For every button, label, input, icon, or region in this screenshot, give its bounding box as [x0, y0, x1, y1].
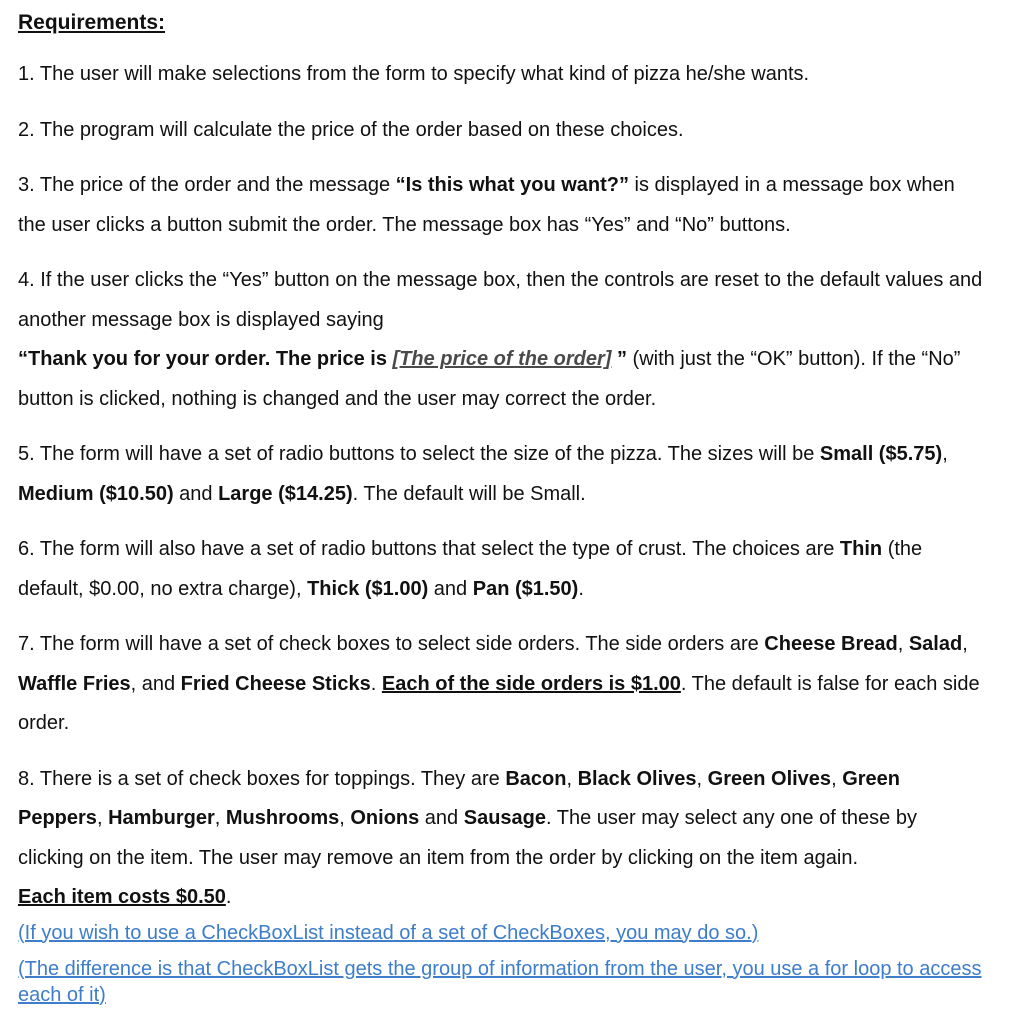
requirement-1: 1. The user will make selections from the form to specify what kind of pizza he/she wants.: [18, 63, 810, 85]
crust-thin: Thin: [839, 538, 883, 560]
r7-text-k: . The default is false for each side order.: [18, 672, 980, 734]
checkboxlist-link[interactable]: (If you wish to use a CheckBoxList instead of a set of CheckBoxes, you may do so.): [18, 921, 759, 944]
link-line-1: [18, 920, 988, 946]
requirement-7: [18, 625, 988, 744]
r8-text-k: ,: [214, 807, 226, 829]
r8-text-i: ,: [96, 807, 109, 829]
r7-text-g: , and: [130, 672, 181, 695]
r8-text-s: .: [225, 886, 232, 908]
r7-text-i: .: [370, 672, 382, 695]
checkboxlist-difference-link[interactable]: (The difference is that CheckBoxList gets the group of information from the user, you use a for loop to access each of it): [18, 957, 982, 1006]
r7-text-c: ,: [897, 633, 909, 655]
r8-text-q: . The user may select any one of these by clicking on the item. The user may remove an item from the order by clicking on the item again.: [18, 807, 917, 869]
side-waffle-fries: Waffle Fries: [18, 672, 131, 695]
r3-text-c: is displayed in a message box when the user clicks a button submit the order. The message box has “Yes” and “No” buttons.: [18, 174, 955, 236]
r8-text-e: ,: [696, 767, 708, 790]
r5-text-e: and: [173, 482, 219, 505]
r4-close-quote: ”: [611, 348, 627, 370]
link-line-2: [18, 956, 988, 1008]
topping-green-peppers: Green Peppers: [18, 767, 900, 829]
price-placeholder-field[interactable]: [The price of the order]: [392, 348, 612, 370]
r4-text-e: (with just the “OK” button). If the “No” button is clicked, nothing is changed and the user may correct the order.: [18, 348, 961, 410]
size-medium: Medium ($10.50): [18, 482, 174, 505]
requirement-3: [18, 166, 988, 245]
requirement-5: [18, 435, 988, 514]
requirements-heading: Requirements:: [18, 11, 166, 34]
topping-sausage: Sausage: [463, 807, 546, 829]
r8-text-a: 8. There is a set of check boxes for toppings. They are: [18, 767, 506, 790]
requirement-2: 2. The program will calculate the price of the order based on these choices.: [18, 118, 684, 141]
side-cheese-bread: Cheese Bread: [764, 633, 898, 655]
topping-green-olives: Green Olives: [707, 767, 832, 790]
r6-text-e: and: [428, 577, 473, 600]
r6-text-a: 6. The form will also have a set of radio buttons that select the type of crust. The choices are: [18, 538, 840, 560]
r5-text-g: . The default will be Small.: [352, 482, 586, 505]
r7-text-a: 7. The form will have a set of check boxes to select side orders. The side orders are: [18, 633, 765, 655]
side-fried-cheese-sticks: Fried Cheese Sticks: [180, 672, 371, 695]
r3-text-a: 3. The price of the order and the message: [18, 174, 396, 196]
r6-text-c: (the default, $0.00, no extra charge),: [18, 538, 923, 600]
crust-pan: Pan ($1.50): [472, 577, 579, 600]
r3-message-text: “Is this what you want?”: [395, 174, 629, 196]
side-order-price-note: Each of the side orders is $1.00: [381, 672, 681, 695]
r5-text-a: 5. The form will have a set of radio buttons to select the size of the pizza. The sizes will be: [18, 443, 820, 465]
side-salad: Salad: [908, 633, 963, 655]
topping-black-olives: Black Olives: [577, 767, 697, 790]
r7-text-e: ,: [962, 633, 968, 655]
r8-text-m: ,: [339, 807, 351, 829]
r8-text-c: ,: [566, 767, 578, 790]
r6-text-g: .: [578, 577, 584, 600]
size-large: Large ($14.25): [218, 482, 353, 505]
requirement-8: [18, 760, 988, 918]
topping-mushrooms: Mushrooms: [225, 807, 340, 829]
topping-onions: Onions: [350, 807, 420, 829]
r5-text-c: ,: [942, 443, 948, 465]
r4-text-a: 4. If the user clicks the “Yes” button on the message box, then the controls are reset to the default values and another message box is displayed saying: [18, 269, 983, 331]
requirement-4: [18, 261, 988, 419]
r8-text-g: ,: [831, 767, 843, 790]
size-small: Small ($5.75): [819, 443, 943, 465]
topping-price-note: Each item costs $0.50: [18, 886, 226, 908]
topping-bacon: Bacon: [505, 767, 567, 790]
r8-text-o: and: [419, 807, 464, 829]
topping-hamburger: Hamburger: [108, 807, 215, 829]
r4-thank-you-text: “Thank you for your order. The price is: [18, 348, 393, 370]
crust-thick: Thick ($1.00): [307, 577, 429, 600]
requirement-6: [18, 530, 988, 609]
